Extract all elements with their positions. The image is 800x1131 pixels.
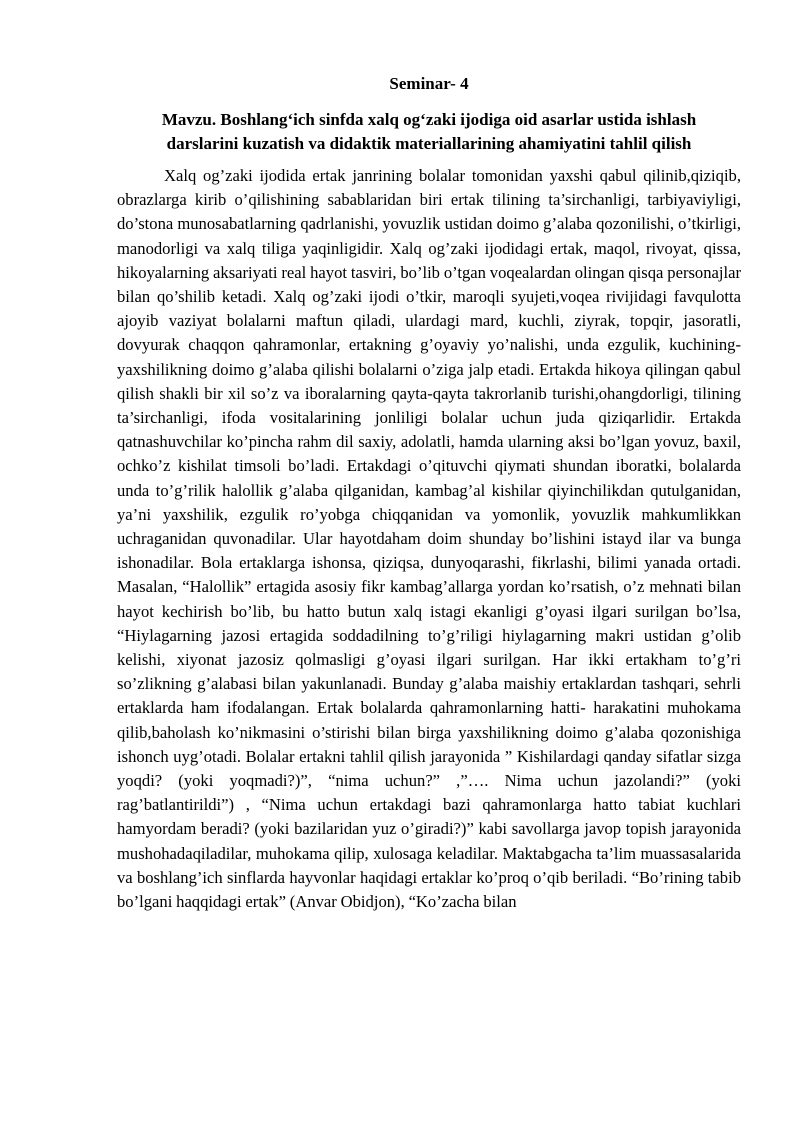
body-paragraph: Xalq og’zaki ijodida ertak janrining bolalar tomonidan yaxshi qabul qilinib,qiziqib, obrazlarga kirib o’qilishining sabablaridan biri ertak tilining ta’sirchanligi, tarbiyaviyligi, do’stona munosabatlarning qadrlanishi, yovuzlik ustidan doimo g’alaba qozonilishi, o’tkirligi, manodorligi va xalq tiliga yaqinligidir. Xalq og’zaki ijodidagi ertak, maqol, rivoyat, qissa, hikoyalarning aksariyati real hayot tasviri, bo’lib o’tgan voqealardan olingan qisqa personajlar bilan qo’shilib ketadi. Xalq og’zaki ijodi o’tkir, maroqli syujeti,voqea rivijidagi favqulotta ajoyib vaziyat bolalarni maftun qiladi, ulardagi mard, kuchli, ziyrak, topqir, jasoratli, dovyurak chaqqon qahramonlar, ertakning g’oyaviy yo’nalishi, unda ezgulik, kuchining- yaxshilikning doimo g’alaba qilishi bolalarni o’ziga jalp etadi. Ertakda hikoya qilingan qabul qilish shakli bir xil so’z va iboralarning qayta-qayta takrorlanib turishi,ohangdorligi, tilining ta’sirchanligi, ifoda vositalarining jonliligi bolalar uchun juda qiziqarlidir. Ertakda qatnashuvchilar ko’pincha rahm dil saxiy, adolatli, hamda ularning aksi bo’lgan yovuz, baxil, ochko’z kishilat timsoli bo’ladi. Ertakdagi o’qituvchi qiymati shundan iboratki, bolalarda unda to’g’rilik halollik g’alaba qilganidan, kambag’al kishilar qiyinchilikdan qutulganidan, ya’ni yaxshilik, ezgulik ro’yobga chiqqanidan va yomonlik, yovuzlik mahkumlikkan uchraganidan quvonadilar. Ular hayotdaham doim shunday bo’lishini istayd ilar va bunga ishonadilar. Bola ertaklarga ishonsa, qiziqsa, dunyoqarashi, fikrlashi, bilimi yanada ortadi. Masalan, “Halollik” ertagida asosiy fikr kambag’allarga yordan ko’rsatish, o’z mehnati bilan hayot kechirish bo’lib, bu hatto butun xalq istagi ekanligi g’oyasi ilgari surilgan bo’lsa, “Hiylagarning jazosi ertagida soddadilning to’g’riligi hiylagarning makri ustidan g’olib kelishi, xiyonat jazosiz qolmasligi g’oyasi ilgari surilgan. Har ikki ertakham to’g’ri so’zlikning g’alabasi bilan yakunlanadi. Bunday g’alaba maishiy ertaklardan tashqari, sehrli ertaklarda ham ifodalangan. Ertak bolalarda qahramonlarning hatti- harakatini muhokama qilib,baholash ko’nikmasini o’stirishi bilan birga yaxshilikning doimo g’alaba qozonishiga ishonch uyg’otadi. Bolalar ertakni tahlil qilish jarayonida ” Kishilardagi qanday sifatlar sizga yoqdi? (yoki yoqmadi?)”, “nima uchun?” ,”…. Nima uchun jazolandi?” (yoki rag’batlantirildi”) , “Nima uchun ertakdagi bazi qahramonlarga hatto tabiat kuchlari hamyordam beradi? (yoki bazilaridan yuz o’giradi?)” kabi savollarga javop topish jarayonida mushohadaqiladilar, muhokama qilip, xulosaga keladilar. Maktabgacha ta’lim muassasalarida va boshlang’ich sinflarda hayvonlar haqidagi ertaklar ko’proq o’qib beriladi. “Bo’rining tabib bo’lgani haqqidagi ertak” (Anvar Obidjon), “Ko’zacha bilan bbox=[117, 166, 741, 912]
seminar-title: Seminar- 4 bbox=[389, 74, 469, 93]
topic-heading bbox=[117, 108, 741, 156]
document-page bbox=[117, 72, 741, 914]
topic-line-2: darslarini kuzatish va didaktik materiallarining ahamiyatini tahlil qilish bbox=[166, 134, 692, 153]
topic-line-1: Mavzu. Boshlang‘ich sinfda xalq og‘zaki ijodiga oid asarlar ustida ishlash bbox=[161, 110, 697, 129]
